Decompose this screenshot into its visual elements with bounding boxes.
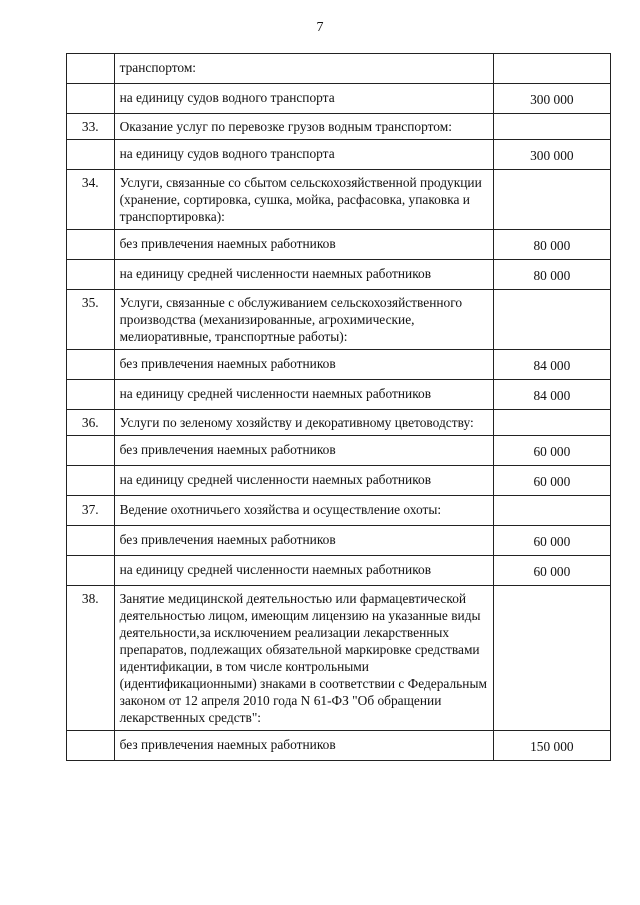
table-row <box>67 170 611 230</box>
table-row <box>67 466 611 496</box>
row-description: без привлечения наемных работников <box>114 526 493 556</box>
row-value: 300 000 <box>493 84 610 114</box>
table-row <box>67 496 611 526</box>
page-number: 7 <box>316 20 324 35</box>
table-row <box>67 260 611 290</box>
table-row <box>67 526 611 556</box>
row-value: 60 000 <box>493 436 610 466</box>
row-number <box>67 436 115 466</box>
row-description: транспортом: <box>114 54 493 84</box>
row-number: 36. <box>67 410 115 436</box>
row-description: на единицу средней численности наемных работников <box>114 466 493 496</box>
row-description: без привлечения наемных работников <box>114 230 493 260</box>
table-row <box>67 731 611 761</box>
row-value <box>493 496 610 526</box>
row-value <box>493 114 610 140</box>
table-row <box>67 556 611 586</box>
row-description: Услуги по зеленому хозяйству и декоративному цветоводству: <box>114 410 493 436</box>
table-row <box>67 436 611 466</box>
row-number <box>67 140 115 170</box>
row-number <box>67 260 115 290</box>
row-value: 84 000 <box>493 350 610 380</box>
row-number <box>67 466 115 496</box>
row-description: на единицу судов водного транспорта <box>114 84 493 114</box>
table-row <box>67 114 611 140</box>
row-value <box>493 170 610 230</box>
rates-table <box>66 53 611 761</box>
row-number: 37. <box>67 496 115 526</box>
row-number <box>67 84 115 114</box>
row-value: 84 000 <box>493 380 610 410</box>
table-row <box>67 350 611 380</box>
row-value: 60 000 <box>493 556 610 586</box>
row-value: 300 000 <box>493 140 610 170</box>
row-description: на единицу средней численности наемных работников <box>114 260 493 290</box>
row-value: 150 000 <box>493 731 610 761</box>
row-description: на единицу средней численности наемных работников <box>114 556 493 586</box>
row-number <box>67 731 115 761</box>
table-row <box>67 380 611 410</box>
row-value <box>493 290 610 350</box>
table-row <box>67 84 611 114</box>
row-value: 60 000 <box>493 466 610 496</box>
row-description: на единицу судов водного транспорта <box>114 140 493 170</box>
row-description: без привлечения наемных работников <box>114 731 493 761</box>
row-description: Оказание услуг по перевозке грузов водным транспортом: <box>114 114 493 140</box>
row-number <box>67 230 115 260</box>
row-value: 80 000 <box>493 260 610 290</box>
table-row <box>67 290 611 350</box>
table-row <box>67 410 611 436</box>
row-value <box>493 54 610 84</box>
row-description: Услуги, связанные с обслуживанием сельскохозяйственного производства (механизированные, агрохимические, мелиоративные, транспортные работы): <box>114 290 493 350</box>
row-description: без привлечения наемных работников <box>114 350 493 380</box>
row-number <box>67 54 115 84</box>
row-value <box>493 410 610 436</box>
row-number <box>67 556 115 586</box>
row-description: Ведение охотничьего хозяйства и осуществление охоты: <box>114 496 493 526</box>
row-number <box>67 350 115 380</box>
row-value <box>493 586 610 731</box>
row-number: 33. <box>67 114 115 140</box>
row-number <box>67 526 115 556</box>
row-number: 35. <box>67 290 115 350</box>
table-row <box>67 230 611 260</box>
row-value: 80 000 <box>493 230 610 260</box>
row-description: на единицу средней численности наемных работников <box>114 380 493 410</box>
row-description: без привлечения наемных работников <box>114 436 493 466</box>
row-number: 34. <box>67 170 115 230</box>
table-row <box>67 586 611 731</box>
row-description: Услуги, связанные со сбытом сельскохозяйственной продукции (хранение, сортировка, сушка, мойка, расфасовка, упаковка и транспортировка): <box>114 170 493 230</box>
row-description: Занятие медицинской деятельностью или фармацевтической деятельностью лицом, имеющим лицензию на указанные виды деятельности,за исключением реализации лекарственных препаратов, подлежащих обязательной маркировке средствами идентификации, в том числе контрольными (идентификационными) знаками в соответствии с Федеральным законом от 12 апреля 2010 года N 61-ФЗ "Об обращении лекарственных средств": <box>114 586 493 731</box>
row-number: 38. <box>67 586 115 731</box>
table-row <box>67 140 611 170</box>
table-row <box>67 54 611 84</box>
row-number <box>67 380 115 410</box>
row-value: 60 000 <box>493 526 610 556</box>
